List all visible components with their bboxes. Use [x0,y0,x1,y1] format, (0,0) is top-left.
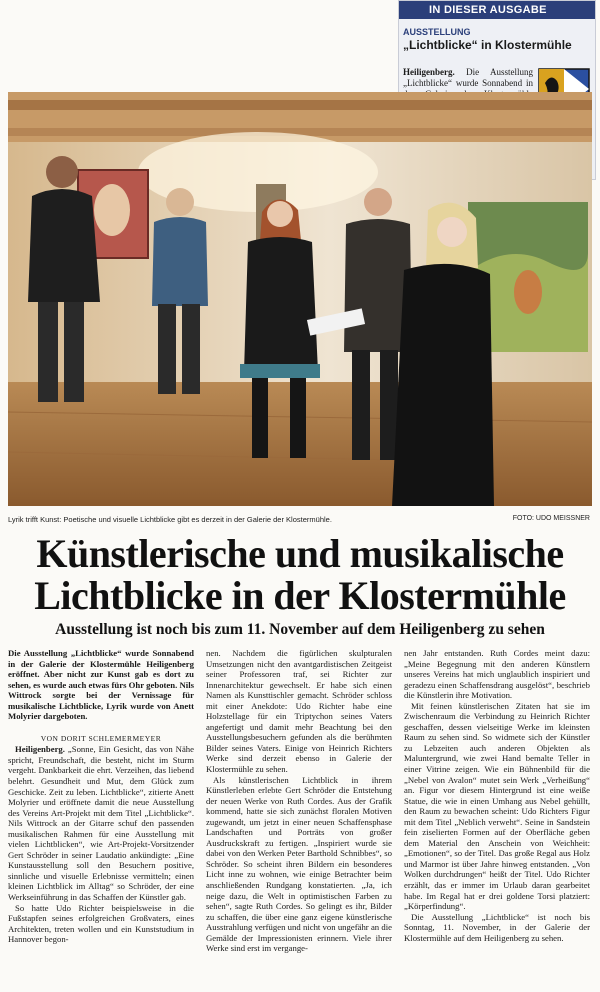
byline: VON DORIT SCHLEMERMEYER [40,733,162,743]
dateline: Heiligenberg. [15,744,65,755]
article-paragraph: So hatte Udo Richter beispielsweise in die Fußstapfen seines erfolgreichen Großvaters, eines Architekten, treten wollen und ein Kunststudium in Hannover begon- [8,902,194,945]
article-column-3 [404,648,590,943]
headline-line-1: Künstlerische und musikalische [36,531,564,576]
article-paragraph: nen Jahr entstanden. Ruth Cordes meint dazu: „Meine Begegnung mit den anderen Künstlern unseres Vereins hat mich unglaublich inspiriert und geradezu einen Schaffensdrang ausgelöst“, beschrieb die Künstlerin ihre Motivation. [404,648,590,701]
teaser-kicker: AUSSTELLUNG [403,27,471,37]
headline [0,533,600,617]
headline-line-2: Lichtblicke in der Klostermühle [34,573,566,618]
paragraph-text: „Sonne, Ein Gesicht, das von Nähe spricht, Freundschaft, die besteht, nicht im Sturm vergeht. Dankbarkeit die ehrt. Verzeihen, das liebend belehrt. Gesundheit und Mut, dem Glück zum Geschicke. Zeit zu leben. Lichtblicke“, zitierte Anett Molyrier und eröffnete damit die neue Ausstellung des Vereins Art-Projekt mit dem Titel „Lichtblicke“. Nils Wittrock an der Gitarre schuf den passenden musikalischen Rahmen für eine Ausstellung mit vielen Lichtblicken“, wie Art-Projekt-Vorsitzender Gert Schröder in seiner Laudatio ankündigte: „Eine Kunstausstellung soll den Besuchern positive, sinnliche und visuelle Erlebnisse vermitteln; einen kleinen Lichtblick im Alltag“ so Schröder, der eine Werkseinführung in das Schaffen der Künstler gab. [8,744,195,903]
article-column-2 [206,648,392,954]
article-paragraph: nen. Nachdem die figürlichen skulpturalen Umsetzungen nicht den avantgardistischen Zeitgeist seiner Professoren traf, sei Richter zur Innenarchitektur gewechselt. Er habe sich einen Namen als Kunsttischler gemacht. Schröder schloss mit einer Anekdote: Udo Richter habe eine Holzstellage für ein Triptychon seines Vaters angefertigt und damit mehr Beachtung bei den Ausstellungsbesuchern gefunden als die berühmten Bilder seines Vaters. Einige von Heinrich Richters Werke sind derzeit ebenso in Galerie der Klostermühle zu sehen. [206,648,392,775]
teaser-body: Die Ausstellung „Lichtblicke“ wurde Sonnabend in [403,67,533,88]
teaser-header: IN DIESER AUSGABE [399,1,595,19]
article-column-1 [8,648,194,945]
article-paragraph: Die Ausstellung „Lichtblicke“ ist noch bis Sonntag, 11. November, in der Galerie der Klostermühle auf dem Heiligenberg zu sehen. [404,911,590,943]
gallery-scene-illustration [8,92,592,506]
article-paragraph: Als künstlerischen Lichtblick in ihrem Künstlerleben erlebte Gert Schröder die Entstehung der neuen Werke von Ruth Cordes. Aus der Grafik kommend, hatte sie sich zunächst floralen Motiven zugewandt, um jetzt in einer neuen Schaffensphase Landschaften und Porträts von großer Ausdruckskraft zu fertigen. „Inspiriert wurde sie dabei von den Werken Peter Barthold Schnibbes“, so Schröder. So scheint ihren Bildern ein besonderes Licht inne zu wohnen, wie einige Betrachter beim anschließenden Rundgang konstatierten. „Ja, ich neige dazu, die Welt in optimistischen Farben zu sehen“, sagte Ruth Cordes. So gelingt es ihr, Bilder zu schaffen, die über eine ganz eigene künstlerische Ausstrahlung verfügen und nicht von ungefähr an die Gemälde der Impressionisten erinnern. Viele ihrer Werke sind erst im vergange- [206,774,392,954]
article-paragraph: Mit feinen künstlerischen Zitaten hat sie im Zwischenraum die Verbindung zu Heinrich Richter geschaffen, dessen vielseitige Werke im kleinsten Raum zu sehen sind. So widmete sich der Künstler zu Lebzeiten auch anderen Objekten als Maluntergrund, wie zwei Hand bemalte Teller in einer Vitrine zeigen. Wie ein Bühnenbild für die „Nebel von Avalon“ mutet sein Werk „Verheißung“ an. Figur vor diesem Hintergrund ist eine weiße Statue, die wie in einen Umhang aus Nebel gehüllt, den Raum zu bewachen scheint: Udo Richters Figur mit dem Titel „Neblich verweht“. Seine in Sandstein fein ziselierten Formen auf der Oberfläche geben dem Material den Anschein von Weichheit: „Emotionen“, so der Titel. Das große Regal aus Holz und Marmor ist über Jahre hinweg entstanden. „Von Wolken durchdrungen“ heißt der Titel. Udo Richter erzählt, das er immer im Urlaub daran gearbeitet habe. Im Regal hat er drei goldene Torsi platziert: „Körperfindung“. [404,700,590,912]
photo-credit: FOTO: UDO MEISSNER [512,515,590,522]
article-photo [8,92,592,506]
article-lead: Die Ausstellung „Lichtblicke“ wurde Sonnabend in der Galerie der Klostermühle Heiligenberg eröffnet. Aber nicht zur Kunst gab es dort zu sehen, es wurde auch etwas fürs Ohr geboten. Nils Wittrock sorgte bei der Vernissage für musikalische Lichtblicke, Lyrik wurde von Anett Molyrier dargeboten. [8,648,194,722]
teaser-place: Heiligenberg. [403,67,455,77]
teaser-title: „Lichtblicke“ in Klostermühle [403,38,572,52]
photo-caption: Lyrik trifft Kunst: Poetische und visuelle Lichtblicke gibt es derzeit in der Galerie der Klostermühle. [8,515,332,524]
subheadline: Ausstellung ist noch bis zum 11. November auf dem Heiligenberg zu sehen [55,621,545,638]
article-paragraph [8,744,194,902]
